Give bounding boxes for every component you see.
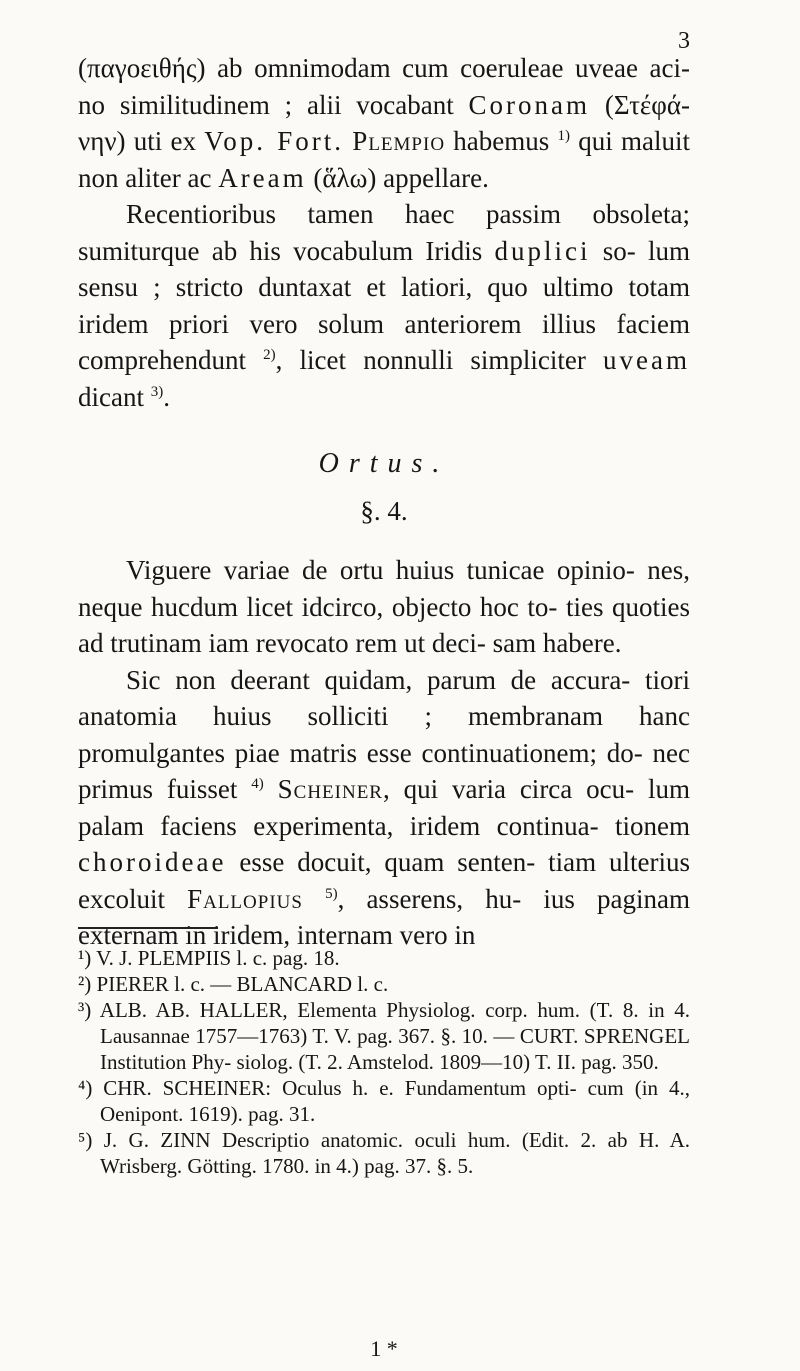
text-run: habemus bbox=[445, 126, 558, 156]
footnote-1: ¹) V. J. PLEMPIIS l. c. pag. 18. bbox=[78, 946, 340, 970]
text-run: , licet nonnulli simpliciter bbox=[275, 345, 604, 375]
text-run: Recentioribus tamen haec passim obsoleta; sumiturque ab his vocabulum Iridis bbox=[78, 199, 690, 266]
footnote-2: ²) PIERER l. c. — BLANCARD l. c. bbox=[78, 972, 389, 996]
text-run: so- lum sensu ; stricto duntaxat et latiori, quo ultimo totam iridem priori vero solum anteriorem illius faciem comprehendunt bbox=[78, 235, 690, 375]
text-run: Sic non deerant quidam, parum de accura- tiori anatomia huius solliciti ; membranam hanc promulgantes piae matris esse continuationem; do- nec primus fuisset bbox=[78, 664, 690, 804]
page-number: 3 bbox=[678, 28, 690, 54]
text-run: esse docuit, quam senten- tiam ulterius excoluit bbox=[78, 847, 690, 914]
intro-paragraphs bbox=[78, 50, 690, 415]
text-run bbox=[264, 774, 278, 804]
footnotes bbox=[78, 945, 690, 1179]
text-run: qui maluit non aliter ac bbox=[78, 126, 691, 193]
footnote-divider bbox=[78, 927, 218, 929]
paragraph-viguere: Viguere variae de ortu huius tunicae opinio- nes, neque hucdum licet idcirco, objecto hoc to- ties quoties ad trutinam iam revocato rem ut deci- sam habere. bbox=[78, 555, 690, 658]
author-fallopius: Fallopius bbox=[187, 883, 303, 914]
footnote-ref-4: 4) bbox=[251, 776, 264, 792]
footnote-5: ⁵) J. G. ZINN Descriptio anatomic. oculi hum. (Edit. 2. ab H. A. Wrisberg. Götting. 1780. in 4.) pag. 37. §. 5. bbox=[78, 1128, 690, 1178]
text-run: , qui varia circa ocu- lum palam faciens experimenta, iridem continua- tionem bbox=[78, 774, 691, 841]
text-run: (Στέφά- νην) uti ex bbox=[78, 89, 690, 156]
author-vop-fort: Vop. Fort. bbox=[204, 126, 345, 156]
term-coronam: Coronam bbox=[468, 89, 591, 120]
paragraph-sic bbox=[78, 662, 690, 954]
section-heading: Ortus. bbox=[318, 448, 450, 479]
footnote-ref-1: 1) bbox=[557, 128, 571, 144]
text-run: (παγοειθής) ab omnimodam cum coeruleae uveae aci- no similitudinem ; alii vocabant bbox=[78, 53, 690, 120]
term-aream: Aream bbox=[218, 162, 307, 193]
term-uveam: uveam bbox=[603, 345, 690, 375]
signature-mark: 1 * bbox=[370, 1336, 398, 1361]
footnote-ref-2: 2) bbox=[263, 347, 276, 363]
paragraph-coronam bbox=[78, 50, 690, 196]
text-run: (ἅλω) appellare. bbox=[306, 162, 489, 193]
author-scheiner: Scheiner bbox=[277, 774, 383, 804]
footnote-ref-3: 3) bbox=[150, 383, 164, 400]
paragraph-recentioribus bbox=[78, 196, 690, 415]
text-run: . bbox=[163, 381, 170, 412]
author-plempio: Plempio bbox=[352, 126, 446, 156]
text-run: dicant bbox=[78, 381, 151, 412]
section-number: §. 4. bbox=[360, 496, 408, 526]
ortus-paragraphs bbox=[78, 552, 690, 954]
term-duplici: duplici bbox=[494, 235, 591, 266]
footnote-ref-5: 5) bbox=[325, 885, 338, 902]
text-run: , asserens, hu- ius paginam externam in iridem, internam vero in bbox=[78, 883, 690, 950]
footnote-4: ⁴) CHR. SCHEINER: Oculus h. e. Fundamentum opti- cum (in 4., Oenipont. 1619). pag. 31. bbox=[78, 1076, 690, 1126]
text-run bbox=[303, 884, 325, 914]
footnote-3: ³) ALB. AB. HALLER, Elementa Physiolog. corp. hum. (T. 8. in 4. Lausannae 1757—1763) T. V. pag. 367. §. 10. — CURT. SPRENGEL Institution Phy- siolog. (T. 2. Amstelod. 1809—10) T. II. pag. 350. bbox=[78, 998, 690, 1074]
term-choroideae: choroideae bbox=[78, 847, 227, 877]
